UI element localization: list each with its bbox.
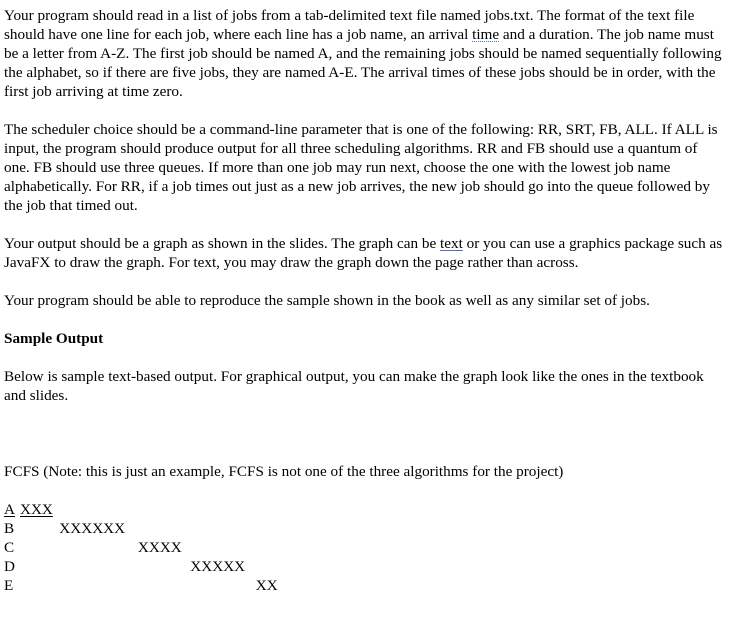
paragraph-input-format bbox=[4, 6, 724, 101]
gantt-row-e bbox=[4, 576, 738, 595]
heading-sample-output: Sample Output bbox=[4, 330, 104, 347]
paragraph-reproduce-sample: Your program should be able to reproduce the sample shown in the book as well as any similar set of jobs. bbox=[4, 292, 650, 309]
paragraph-fcfs-note: FCFS (Note: this is just an example, FCFS is not one of the three algorithms for the project) bbox=[4, 463, 564, 480]
gantt-row-a bbox=[4, 500, 738, 519]
paragraph-text: Your program should read in a list of jobs from a tab-delimited text file named jobs.txt. The format of the text file should have one line for each job, where each line has a job name, an arrival bbox=[4, 7, 695, 43]
paragraph-scheduler-choice: The scheduler choice should be a command-line parameter that is one of the following: RR, SRT, FB, ALL. If ALL is input, the program should produce output for all three scheduling algorithms. RR and FB should use a quantum of one. FB should use three queues. If more than one job may run next, choose the one with the lowest job name alphabetically. For RR, if a job times out just as a new job arrives, the new job should go into the queue followed by the job that timed out. bbox=[4, 121, 718, 214]
paragraph-text: Your output should be a graph as shown in the slides. The graph can be bbox=[4, 235, 441, 252]
gantt-job-bar: XXXX bbox=[137, 539, 182, 556]
fcfs-text-gantt-chart bbox=[4, 500, 738, 595]
paragraph-text: or you can use a graphics package such as JavaFX to draw the graph. For text, you may draw the graph down the page rather than across. bbox=[4, 235, 723, 271]
gantt-job-bar: XXX bbox=[20, 501, 53, 518]
gantt-job-label: D bbox=[4, 558, 15, 575]
paragraph-text: and a duration. The job name must be a letter from A-Z. The first job should be named A, and the remaining jobs should be named sequentially following the alphabet, so if there are five jobs, they are named A-E. The arrival times of these jobs should be in order, with the first job arriving at time zero. bbox=[4, 26, 722, 100]
gantt-job-bar: XXXXXX bbox=[59, 520, 126, 537]
gantt-job-label: A bbox=[4, 501, 15, 518]
gantt-job-bar: XX bbox=[255, 577, 278, 594]
gantt-job-bar: XXXXX bbox=[190, 558, 246, 575]
gantt-job-label: B bbox=[4, 520, 15, 537]
spellcheck-word-text: text bbox=[440, 235, 463, 252]
spacer bbox=[4, 424, 738, 462]
paragraph-sample-description: Below is sample text-based output. For graphical output, you can make the graph look like the ones in the textbook and slides. bbox=[4, 368, 704, 404]
gantt-job-label: C bbox=[4, 539, 15, 556]
gantt-job-label: E bbox=[4, 577, 14, 594]
gantt-row-c bbox=[4, 538, 738, 557]
paragraph-output-graph bbox=[4, 234, 724, 272]
gantt-row-b bbox=[4, 519, 738, 538]
gantt-row-d bbox=[4, 557, 738, 576]
spellcheck-word-time: time bbox=[472, 26, 500, 43]
